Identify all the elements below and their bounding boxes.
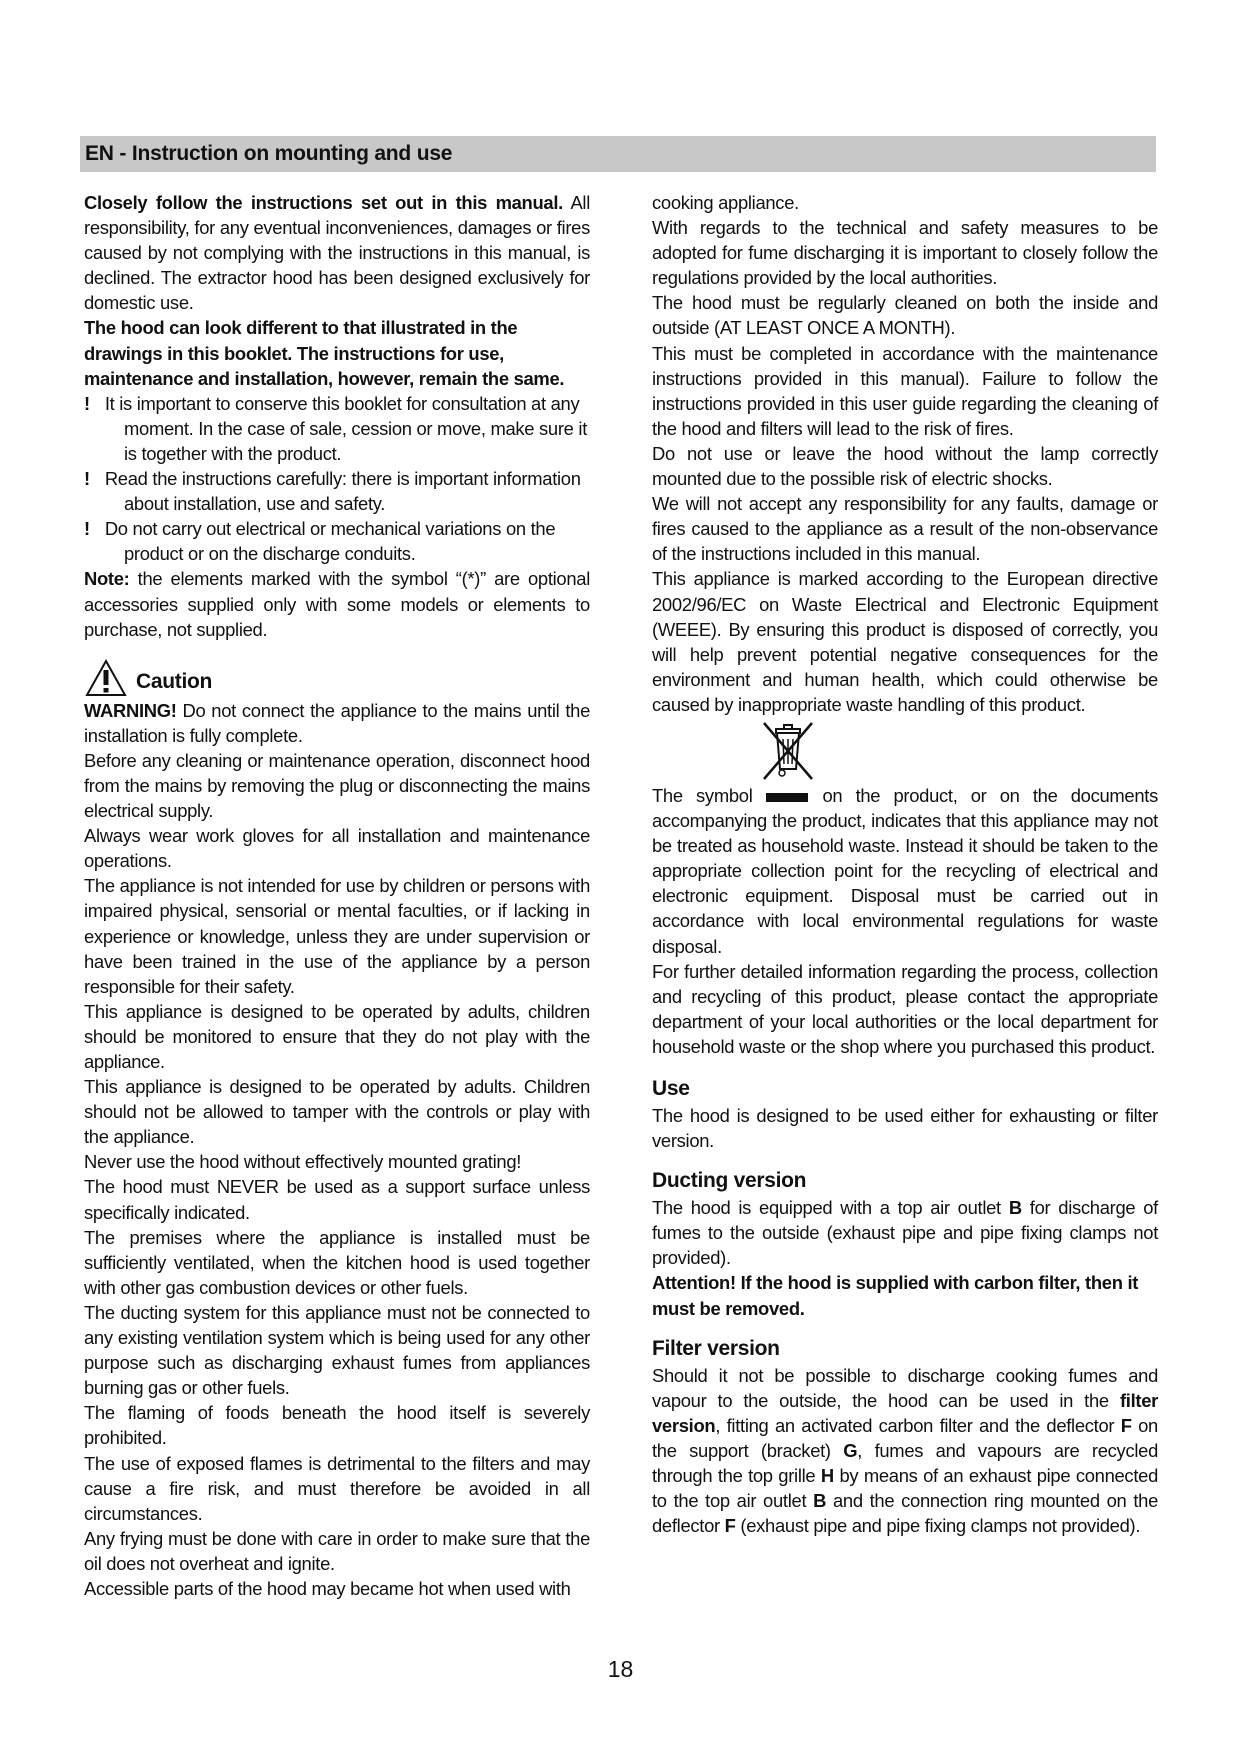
- black-bar-symbol: [766, 793, 808, 802]
- page-number: 18: [607, 1656, 634, 1682]
- intro-bold: Closely follow the instructions set out in this manual.: [84, 192, 563, 213]
- ducting-text: for discharge of fumes to the outside (exhaust pipe and pipe fixing clamps not provided).: [652, 1197, 1158, 1269]
- intro-paragraph: [84, 190, 590, 315]
- weee-paragraph: This appliance is marked according to the European directive 2002/96/EC on Waste Electrical and Electronic Equipment (WEEE). By ensuring this product is disposed of correctly, you will help prevent potential negative consequences for the environment and human health, which could otherwise be caused by inappropriate waste handling of this product.: [652, 568, 1158, 715]
- intro-text: All responsibility, for any eventual inconveniences, damages or fires caused by not complying with the instructions in this manual, is declined. The extractor hood has been designed exclusively for domestic use.: [84, 192, 590, 314]
- filter-text: (exhaust pipe and pipe fixing clamps not provided).: [735, 1515, 1141, 1537]
- letter-f: F: [1120, 1414, 1132, 1436]
- filter-text: and the connection ring mounted on the deflector: [652, 1490, 1159, 1537]
- weee-symbol-area: [652, 721, 1158, 783]
- letter-b: B: [1008, 1197, 1022, 1219]
- caution-heading: [84, 658, 590, 698]
- safety-paragraph: cooking appliance.: [652, 192, 799, 213]
- bullet-1: [84, 391, 590, 466]
- safety-paragraph: This must be completed in accordance with the maintenance instructions provided in this manual). Failure to follow the instructions provided in this user guide regarding the cleaning of the hood and filters will lead to the risk of fires.: [652, 342, 1158, 439]
- filter-text: , fumes and vapours are recycled through the top grille: [652, 1439, 1158, 1487]
- safety-paragraph: The hood must NEVER be used as a support surface unless specifically indicated.: [84, 1176, 590, 1223]
- safety-paragraph: The flaming of foods beneath the hood itself is severely prohibited.: [84, 1402, 590, 1449]
- left-column: [84, 190, 590, 1601]
- bullet-3: [84, 516, 590, 566]
- ducting-paragraph: [652, 1195, 1158, 1270]
- note-paragraph: [84, 566, 590, 641]
- safety-paragraph: Any frying must be done with care in order to make sure that the oil does not overheat and ignite.: [84, 1527, 590, 1574]
- warning-label: WARNING!: [84, 699, 177, 721]
- warning-triangle-icon: [84, 658, 128, 698]
- filter-text: , fitting an activated carbon filter and the deflector: [715, 1414, 1121, 1436]
- safety-paragraph: Do not use or leave the hood without the lamp correctly mounted due to the possible risk of electric shocks.: [652, 442, 1158, 490]
- note-label: Note:: [84, 568, 130, 590]
- note-text: the elements marked with the symbol “(*)” are optional accessories supplied only with some models or elements to purchase, not supplied.: [84, 568, 590, 640]
- safety-paragraph: The premises where the appliance is installed must be sufficiently ventilated, when the kitchen hood is used together with other gas combustion devices or other fuels.: [84, 1226, 590, 1298]
- ducting-attention: Attention! If the hood is supplied with carbon filter, then it must be removed.: [652, 1272, 1139, 1319]
- letter-g: G: [843, 1439, 858, 1461]
- warning-text: Do not connect the appliance to the mains until the installation is fully complete.: [84, 699, 590, 746]
- section-header-bar: [80, 136, 1156, 172]
- filter-text: by means of an exhaust pipe connected to the top air outlet: [652, 1465, 1158, 1512]
- symbol-after: on the product, or on the documents accompanying the product, indicates that this appliance may not be treated as household waste. Instead it should be taken to the appropriate collection point for the recycling of electrical and electronic equipment. Disposal must be carried out in accordance with local environmental regulations for waste disposal.: [652, 784, 1158, 957]
- safety-paragraph: This appliance is designed to be operated by adults, children should be monitored to ensure that they do not play with the appliance.: [84, 1000, 590, 1072]
- safety-paragraph: Never use the hood without effectively mounted grating!: [84, 1151, 522, 1173]
- further-info-paragraph: For further detailed information regarding the process, collection and recycling of this product, please contact the appropriate department of your local authorities or the local department for household waste or the shop where you purchased this product.: [652, 960, 1158, 1057]
- safety-paragraph: The use of exposed flames is detrimental to the filters and may cause a fire risk, and must therefore be avoided in all circumstances.: [84, 1452, 590, 1524]
- filter-text: Should it not be possible to discharge cooking fumes and vapour to the outside, the hood can be used in the: [652, 1364, 1158, 1411]
- safety-paragraph: Accessible parts of the hood may became hot when used with: [84, 1577, 571, 1599]
- right-column: [652, 190, 1158, 1538]
- bullet-3-text: Do not carry out electrical or mechanical variations on the product or on the discharge conduits.: [104, 518, 556, 565]
- bullet-2: [84, 466, 590, 516]
- filter-version-bold: filter version: [652, 1389, 1158, 1436]
- caution-title: Caution: [136, 669, 213, 693]
- symbol-paragraph: [652, 783, 1158, 959]
- safety-paragraph: With regards to the technical and safety measures to be adopted for fume discharging it is important to closely follow the regulations provided by the local authorities.: [652, 217, 1158, 289]
- use-title: Use: [652, 1077, 690, 1100]
- filter-title: Filter version: [652, 1336, 780, 1360]
- safety-paragraph: Always wear work gloves for all installation and maintenance operations.: [84, 825, 590, 872]
- filter-paragraph: [652, 1363, 1158, 1539]
- safety-paragraph: Before any cleaning or maintenance operation, disconnect hood from the mains by removing the plug or disconnecting the mains electrical supply.: [84, 749, 590, 822]
- safety-paragraph: We will not accept any responsibility for any faults, damage or fires caused to the appliance as a result of the non-observance of the instructions included in this manual.: [652, 493, 1158, 565]
- crossed-bin-icon: [760, 721, 816, 783]
- exclamation-icon: !: [84, 468, 90, 490]
- safety-paragraph: The hood must be regularly cleaned on both the inside and outside (AT LEAST ONCE A MONTH).: [652, 292, 1158, 339]
- ducting-title: Ducting version: [652, 1169, 807, 1193]
- warning-paragraph: [84, 698, 590, 748]
- safety-paragraph: The appliance is not intended for use by children or persons with impaired physical, sensorial or mental faculties, or if lacking in experience or knowledge, unless they are under supervision or have been trained in the use of the appliance by a person responsible for their safety.: [84, 875, 590, 997]
- exclamation-icon: !: [84, 392, 90, 414]
- exclamation-icon: !: [84, 518, 90, 540]
- letter-f: F: [724, 1515, 736, 1537]
- look-different-notice: The hood can look different to that illustrated in the drawings in this booklet. The instructions for use, maintenance and installation, however, remain the same.: [84, 317, 565, 389]
- filter-text: on the support (bracket): [652, 1414, 1158, 1461]
- use-paragraph: The hood is designed to be used either for exhausting or filter version.: [652, 1105, 1158, 1152]
- ducting-text: The hood is equipped with a top air outlet: [652, 1197, 1009, 1219]
- letter-h: H: [820, 1465, 834, 1487]
- safety-paragraph: This appliance is designed to be operated by adults. Children should not be allowed to tamper with the controls or play with the appliance.: [84, 1076, 590, 1148]
- bullet-2-text: Read the instructions carefully: there is important information about installation, use and safety.: [104, 468, 581, 515]
- symbol-before: The symbol: [652, 784, 753, 806]
- bullet-1-text: It is important to conserve this booklet for consultation at any moment. In the case of sale, cession or move, make sure it is together with the product.: [104, 392, 588, 464]
- letter-b: B: [813, 1490, 827, 1512]
- safety-paragraph: The ducting system for this appliance must not be connected to any existing ventilation system which is being used for any other purpose such as discharging exhaust fumes from appliances burning gas or other fuels.: [84, 1301, 590, 1399]
- section-title: EN - Instruction on mounting and use: [85, 142, 453, 165]
